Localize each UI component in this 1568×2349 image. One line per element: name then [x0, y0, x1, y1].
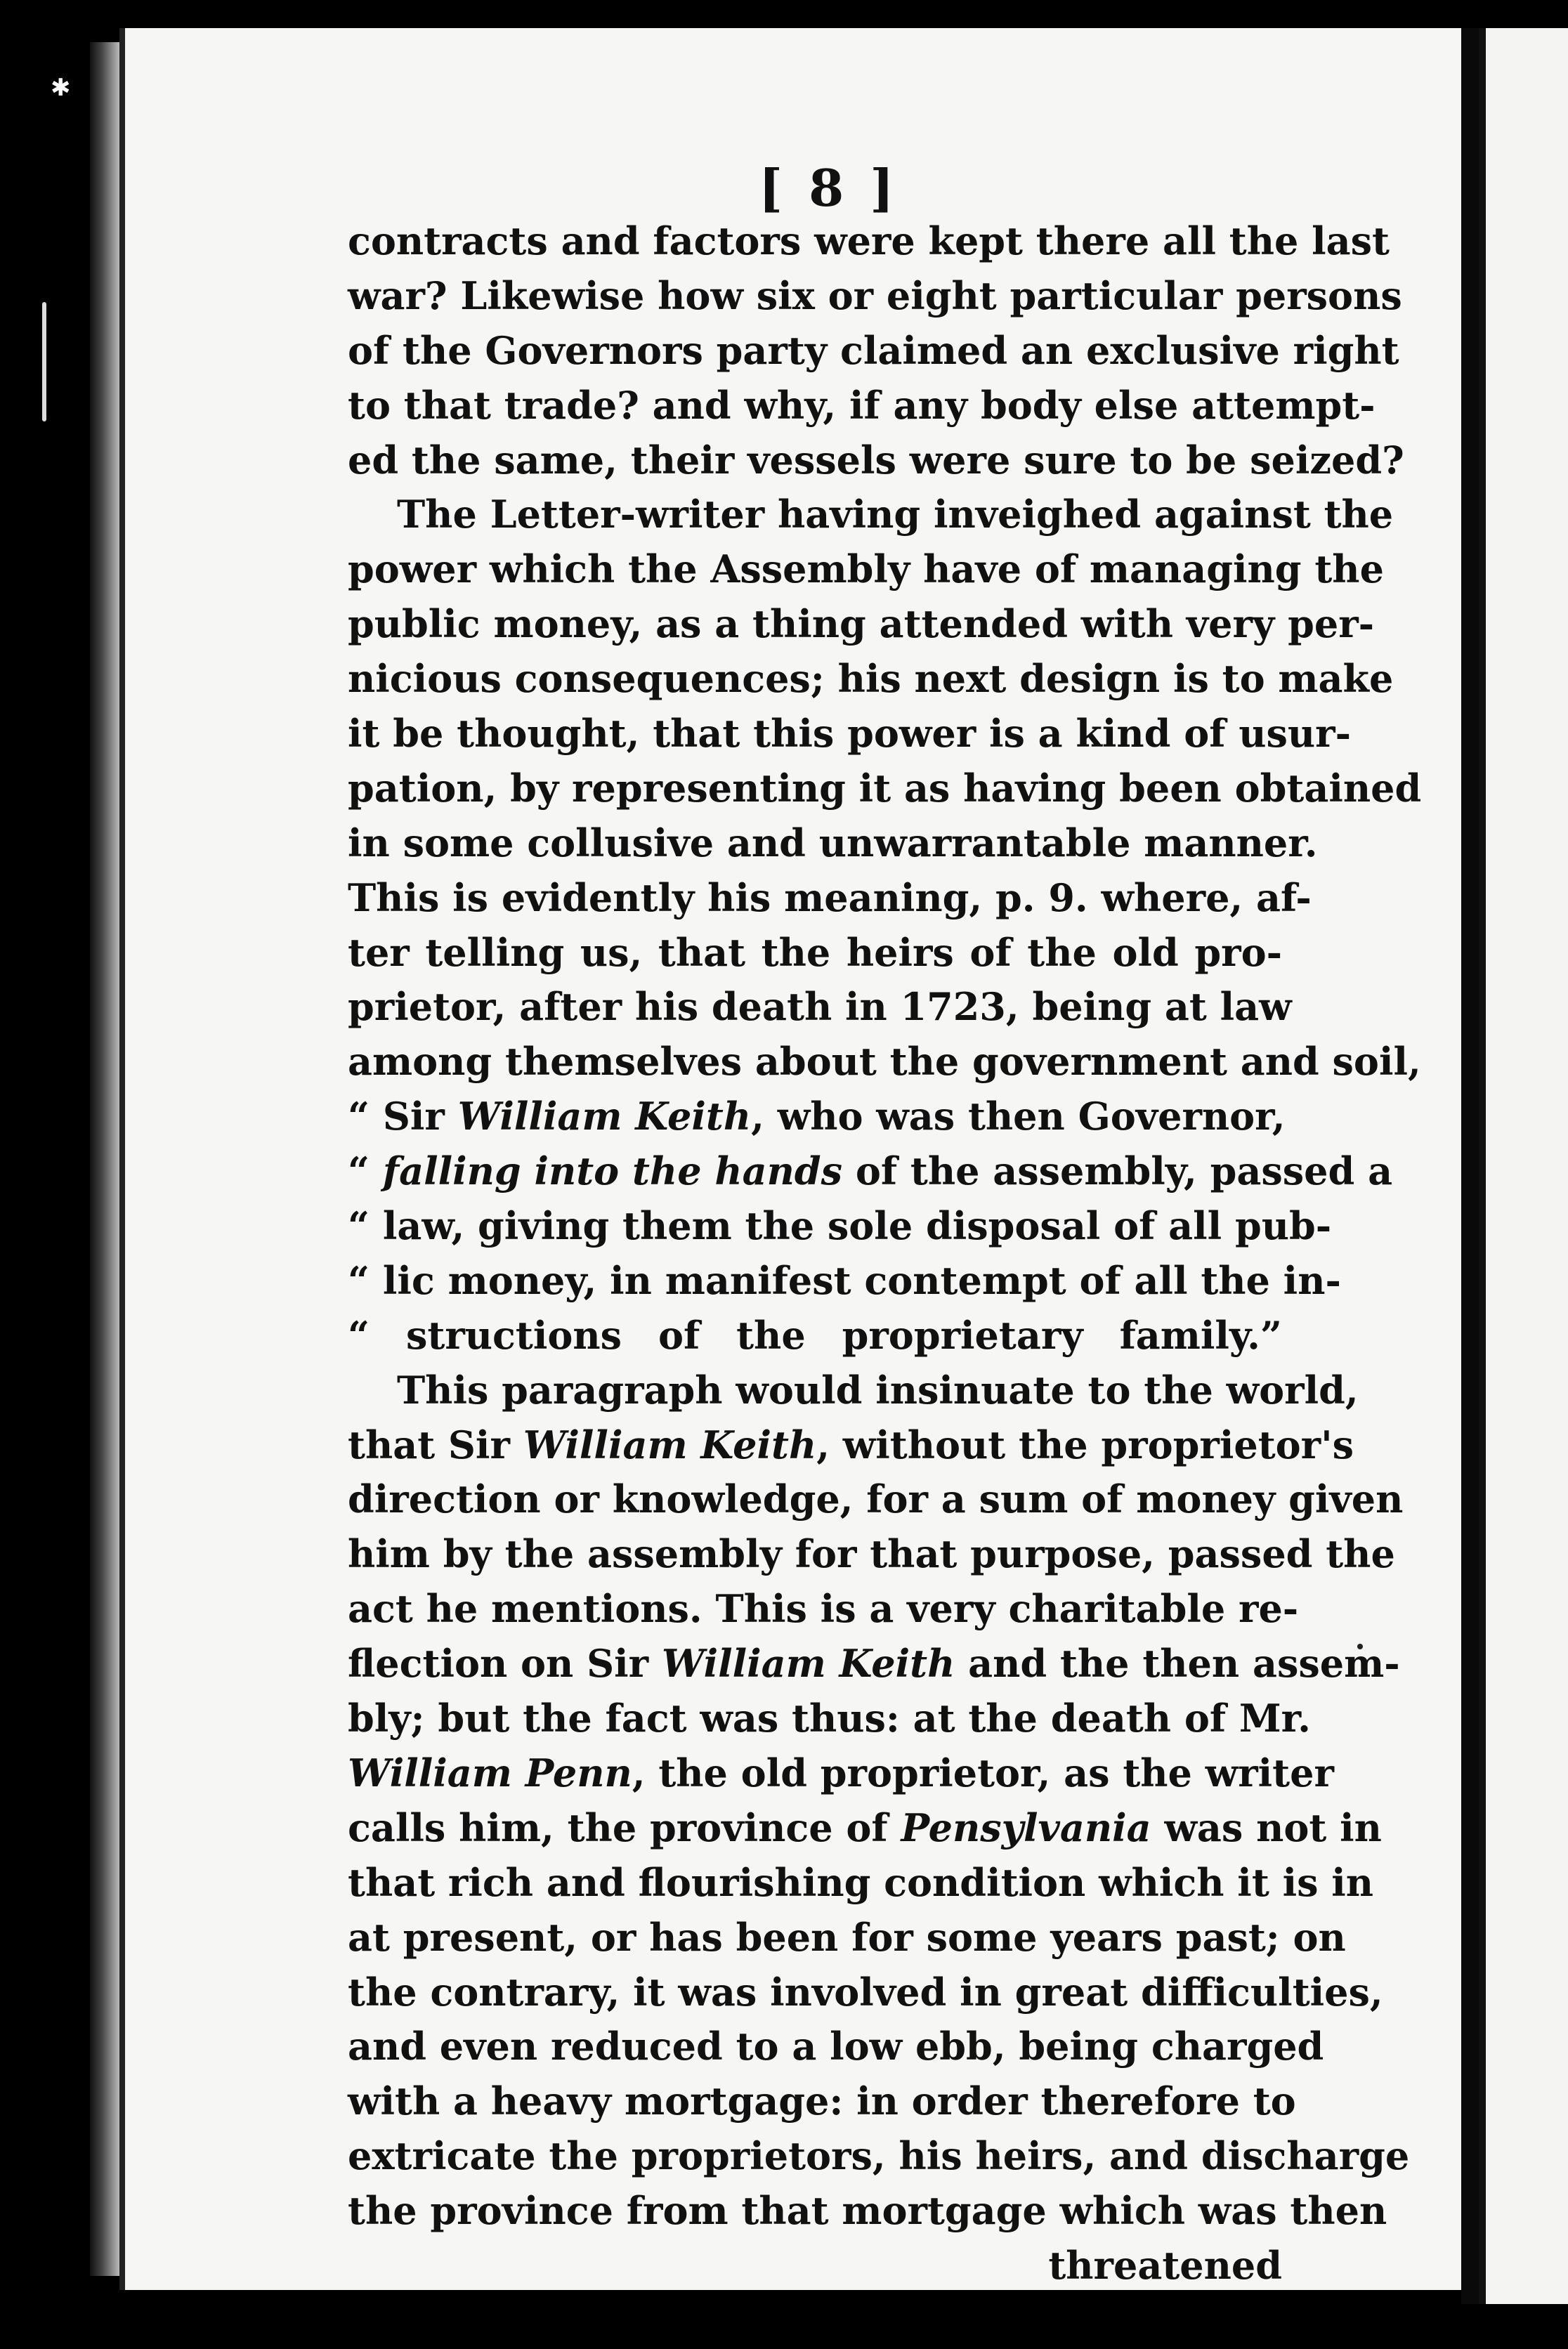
text-line: that rich and flourishing condition which it is in: [348, 1859, 1374, 1905]
text-line: the province from that mortgage which was then: [348, 2188, 1387, 2234]
text-line: This is evidently his meaning, p. 9. where, af-: [348, 875, 1312, 920]
text-line: [348, 1801, 1382, 1856]
text-line: ed the same, their vessels were sure to be seized?: [348, 437, 1404, 483]
text-line: contracts and factors were kept there all the last: [348, 218, 1390, 263]
text-line: “ law, giving them the sole disposal of all pub-: [348, 1203, 1332, 1249]
catchword: threatened: [1048, 2242, 1282, 2288]
text-line: [348, 1090, 1286, 1144]
text-fragment: was not in: [1151, 1805, 1382, 1850]
text-line: among themselves about the government and soil,: [348, 1039, 1421, 1085]
book-gutter: [1461, 28, 1479, 2304]
text-fragment: , the old proprietor, as the writer: [632, 1750, 1334, 1795]
text-fragment: , without the proprietor's: [816, 1422, 1354, 1467]
text-line: The Letter-writer having inveighed against the: [397, 492, 1394, 537]
text-line: the contrary, it was involved in great difficulties,: [348, 1969, 1383, 2015]
text-line: direction or knowledge, for a sum of money given: [348, 1477, 1404, 1522]
italic-name: William Keith: [523, 1422, 817, 1467]
edge-artifact: [42, 302, 46, 421]
text-line: at present, or has been for some years past; on: [348, 1914, 1346, 1960]
italic-name: William Penn: [348, 1750, 632, 1795]
text-fragment: , who was then Governor,: [751, 1094, 1286, 1139]
text-fragment: and the then assem-: [955, 1641, 1400, 1687]
text-line: nicious consequences; his next design is to make: [348, 656, 1394, 702]
facing-page-edge: [1479, 28, 1568, 2304]
text-line: [348, 1746, 1334, 1801]
text-fragment: “ Sir: [348, 1094, 458, 1139]
text-line: power which the Assembly have of managing the: [348, 547, 1384, 592]
text-line: to that trade? and why, if any body else attempt-: [348, 382, 1376, 428]
dust-speck-icon: ✱: [51, 74, 71, 102]
text-line: act he mentions. This is a very charitable re-: [348, 1586, 1299, 1632]
italic-name: William Keith: [457, 1094, 752, 1139]
body-text: [348, 214, 1422, 2294]
text-line: pation, by representing it as having been obtained: [348, 765, 1422, 811]
text-fragment: calls him, the province of: [348, 1805, 901, 1850]
italic-name: falling into the hands: [382, 1149, 843, 1194]
text-line: and even reduced to a low ebb, being charged: [348, 2024, 1324, 2069]
text-line: it be thought, that this power is a kind of usur-: [348, 711, 1352, 757]
text-line: public money, as a thing attended with very per-: [348, 601, 1375, 647]
text-line: [348, 1418, 1354, 1473]
text-fragment: “: [348, 1149, 383, 1194]
text-fragment: of the assembly, passed a: [842, 1149, 1393, 1194]
page-edge-shadow: [90, 42, 119, 2276]
text-line: “ lic money, in manifest contempt of all the in-: [348, 1257, 1341, 1303]
text-line: bly; but the fact was thus: at the death of Mr.: [348, 1696, 1311, 1741]
text-fragment: that Sir: [348, 1422, 523, 1467]
text-line: in some collusive and unwarrantable manner.: [348, 820, 1318, 865]
text-line: war? Likewise how six or eight particular persons: [348, 273, 1402, 318]
text-line: [348, 1144, 1393, 1199]
text-fragment: flection on Sir: [348, 1641, 662, 1687]
text-line: “ structions of the proprietary family.”: [348, 1312, 1282, 1358]
text-line: ter telling us, that the heirs of the old pro-: [348, 929, 1282, 975]
text-line: him by the assembly for that purpose, passed the: [348, 1531, 1395, 1577]
text-line: [348, 1637, 1400, 1692]
text-line: This paragraph would insinuate to the world,: [397, 1367, 1359, 1413]
italic-name: Pensylvania: [901, 1805, 1151, 1850]
page-number: [ 8 ]: [759, 158, 899, 218]
text-line: extricate the proprietors, his heirs, and discharge: [348, 2133, 1410, 2179]
text-line: of the Governors party claimed an exclusive right: [348, 327, 1399, 373]
text-line: with a heavy mortgage: in order therefore to: [348, 2079, 1296, 2124]
italic-name: William Keith: [661, 1641, 955, 1687]
text-line: prietor, after his death in 1723, being at law: [348, 984, 1292, 1030]
